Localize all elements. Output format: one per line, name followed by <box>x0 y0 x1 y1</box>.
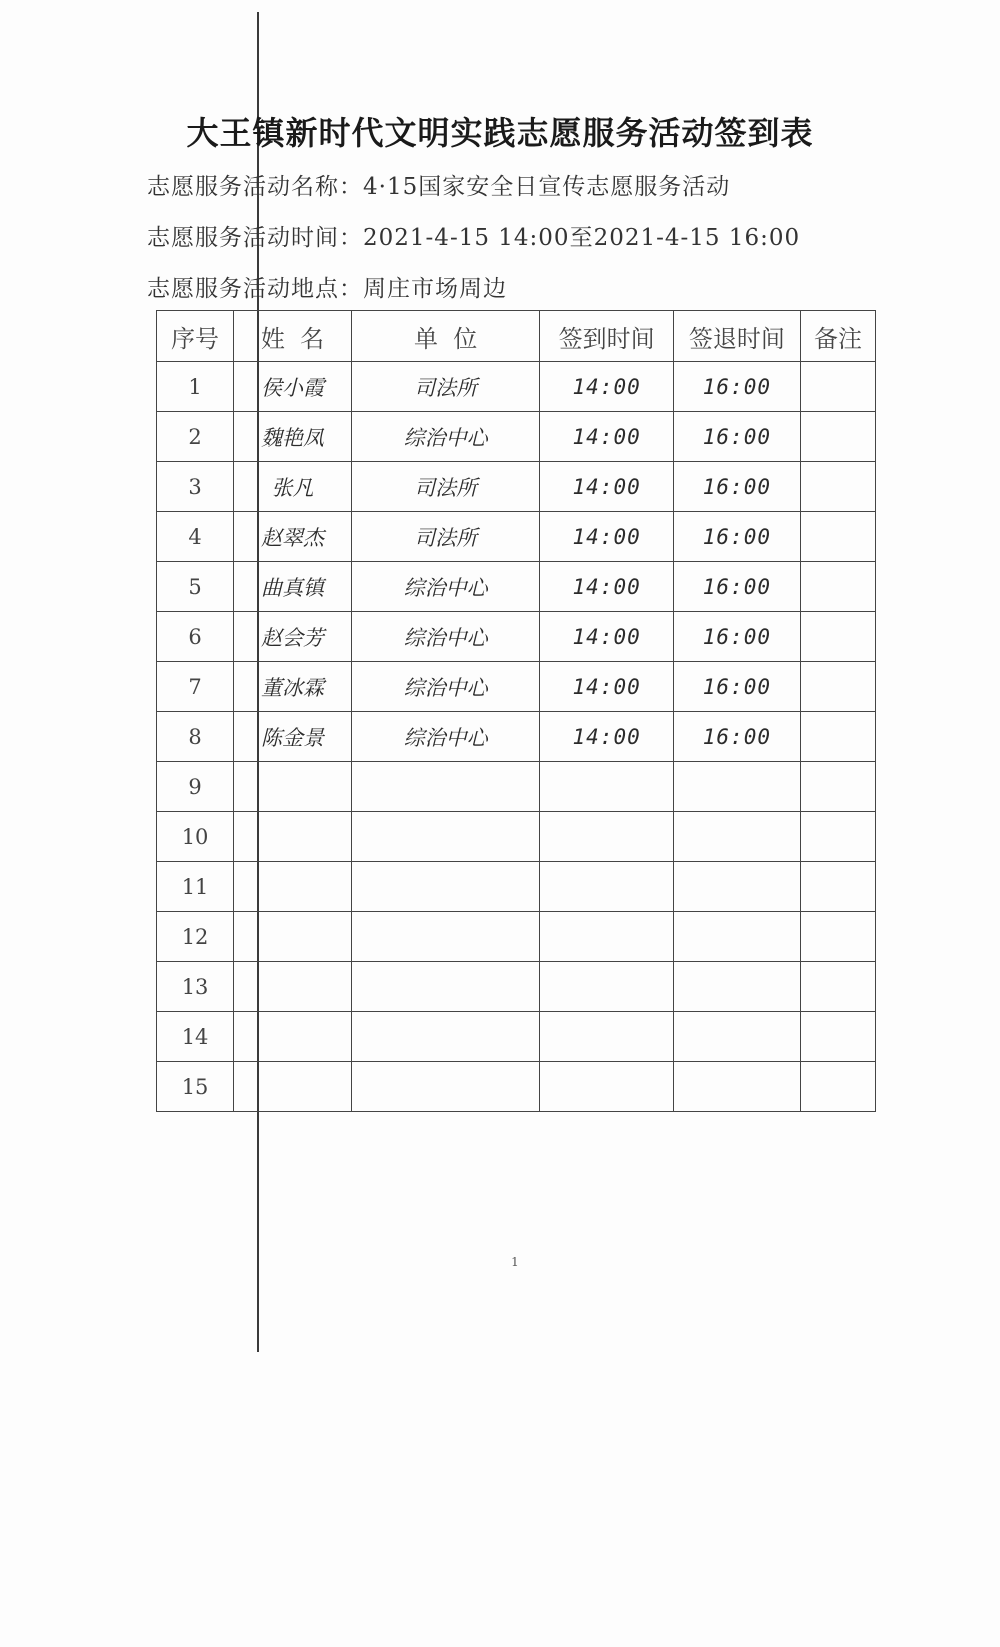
row-name-cell <box>234 812 352 862</box>
row-unit-cell: 综治中心 <box>351 612 540 662</box>
row-sign-in-cell <box>540 1062 673 1112</box>
row-unit-cell <box>351 762 540 812</box>
table-header-row <box>157 311 876 362</box>
row-sign-out-cell: 16:00 <box>673 362 800 412</box>
table-row <box>157 362 876 412</box>
row-name-cell <box>234 862 352 912</box>
row-note-cell <box>800 962 875 1012</box>
row-unit-cell <box>351 862 540 912</box>
document-title: 大王镇新时代文明实践志愿服务活动签到表 <box>186 114 814 152</box>
row-sign-out-cell <box>673 1062 800 1112</box>
row-seq-cell: 15 <box>157 1062 234 1112</box>
table-row <box>157 962 876 1012</box>
table-row <box>157 662 876 712</box>
table-row <box>157 1062 876 1112</box>
row-name-cell: 张凡 <box>234 462 352 512</box>
row-unit-cell: 综治中心 <box>351 412 540 462</box>
activity-name-value: 4·15国家安全日宣传志愿服务活动 <box>363 174 731 200</box>
row-name-cell: 曲真镇 <box>234 562 352 612</box>
row-seq-cell: 8 <box>157 712 234 762</box>
table-row <box>157 1012 876 1062</box>
row-sign-out-cell <box>673 862 800 912</box>
row-seq-cell: 2 <box>157 412 234 462</box>
header-note: 备注 <box>800 311 875 362</box>
row-seq-cell: 10 <box>157 812 234 862</box>
row-name-cell: 魏艳凤 <box>234 412 352 462</box>
header-name: 姓 名 <box>234 311 352 362</box>
row-name-cell: 赵会芳 <box>234 612 352 662</box>
row-note-cell <box>800 1062 875 1112</box>
row-name-cell: 董冰霖 <box>234 662 352 712</box>
row-unit-cell: 综治中心 <box>351 662 540 712</box>
activity-name-line <box>147 168 730 201</box>
row-sign-in-cell <box>540 962 673 1012</box>
row-sign-out-cell: 16:00 <box>673 662 800 712</box>
page-number: 1 <box>511 1255 519 1269</box>
row-note-cell <box>800 912 875 962</box>
sign-in-table <box>156 310 876 1112</box>
activity-location-label: 志愿服务活动地点： <box>147 276 363 302</box>
row-seq-cell: 1 <box>157 362 234 412</box>
row-seq-cell: 6 <box>157 612 234 662</box>
row-seq-cell: 4 <box>157 512 234 562</box>
table-row <box>157 712 876 762</box>
row-sign-out-cell: 16:00 <box>673 512 800 562</box>
row-sign-in-cell: 14:00 <box>540 412 673 462</box>
row-note-cell <box>800 562 875 612</box>
row-sign-in-cell <box>540 812 673 862</box>
activity-location-value: 周庄市场周边 <box>363 276 507 302</box>
row-note-cell <box>800 512 875 562</box>
activity-time-label: 志愿服务活动时间： <box>147 225 363 251</box>
row-note-cell <box>800 762 875 812</box>
row-note-cell <box>800 712 875 762</box>
table-row <box>157 462 876 512</box>
activity-time-value: 2021-4-15 14:00至2021-4-15 16:00 <box>363 225 801 251</box>
row-note-cell <box>800 362 875 412</box>
header-sign-in-time: 签到时间 <box>540 311 673 362</box>
row-sign-in-cell: 14:00 <box>540 512 673 562</box>
row-sign-out-cell: 16:00 <box>673 562 800 612</box>
header-sign-out-time: 签退时间 <box>673 311 800 362</box>
row-seq-cell: 12 <box>157 912 234 962</box>
row-note-cell <box>800 1012 875 1062</box>
row-name-cell <box>234 912 352 962</box>
row-sign-out-cell <box>673 762 800 812</box>
row-name-cell <box>234 762 352 812</box>
row-unit-cell: 综治中心 <box>351 562 540 612</box>
row-seq-cell: 11 <box>157 862 234 912</box>
activity-location-line <box>147 270 507 303</box>
row-sign-in-cell: 14:00 <box>540 612 673 662</box>
row-unit-cell: 司法所 <box>351 362 540 412</box>
row-note-cell <box>800 812 875 862</box>
table-row <box>157 412 876 462</box>
row-name-cell: 侯小霞 <box>234 362 352 412</box>
row-name-cell: 赵翠杰 <box>234 512 352 562</box>
row-sign-out-cell <box>673 962 800 1012</box>
row-unit-cell: 综治中心 <box>351 712 540 762</box>
row-seq-cell: 13 <box>157 962 234 1012</box>
table-row <box>157 512 876 562</box>
header-unit: 单 位 <box>351 311 540 362</box>
row-seq-cell: 3 <box>157 462 234 512</box>
row-sign-out-cell <box>673 812 800 862</box>
row-unit-cell <box>351 962 540 1012</box>
row-unit-cell <box>351 812 540 862</box>
table-row <box>157 862 876 912</box>
table-row <box>157 812 876 862</box>
row-sign-in-cell: 14:00 <box>540 712 673 762</box>
row-sign-in-cell: 14:00 <box>540 362 673 412</box>
row-sign-in-cell <box>540 862 673 912</box>
row-unit-cell: 司法所 <box>351 462 540 512</box>
row-name-cell <box>234 1062 352 1112</box>
activity-time-line <box>147 219 800 252</box>
row-seq-cell: 14 <box>157 1012 234 1062</box>
row-seq-cell: 9 <box>157 762 234 812</box>
table-row <box>157 762 876 812</box>
row-sign-out-cell <box>673 912 800 962</box>
table-row <box>157 562 876 612</box>
row-note-cell <box>800 862 875 912</box>
row-sign-out-cell: 16:00 <box>673 462 800 512</box>
row-unit-cell <box>351 912 540 962</box>
row-sign-out-cell: 16:00 <box>673 412 800 462</box>
row-sign-out-cell <box>673 1012 800 1062</box>
row-sign-in-cell <box>540 912 673 962</box>
table-row <box>157 612 876 662</box>
row-sign-in-cell: 14:00 <box>540 462 673 512</box>
row-seq-cell: 7 <box>157 662 234 712</box>
row-note-cell <box>800 662 875 712</box>
row-name-cell <box>234 1012 352 1062</box>
row-sign-out-cell: 16:00 <box>673 612 800 662</box>
row-sign-in-cell: 14:00 <box>540 562 673 612</box>
row-sign-in-cell: 14:00 <box>540 662 673 712</box>
table-row <box>157 912 876 962</box>
row-unit-cell <box>351 1012 540 1062</box>
header-seq: 序号 <box>157 311 234 362</box>
row-unit-cell: 司法所 <box>351 512 540 562</box>
row-note-cell <box>800 412 875 462</box>
row-name-cell: 陈金景 <box>234 712 352 762</box>
row-sign-out-cell: 16:00 <box>673 712 800 762</box>
row-sign-in-cell <box>540 762 673 812</box>
row-seq-cell: 5 <box>157 562 234 612</box>
row-note-cell <box>800 462 875 512</box>
row-name-cell <box>234 962 352 1012</box>
activity-name-label: 志愿服务活动名称： <box>147 174 363 200</box>
row-sign-in-cell <box>540 1012 673 1062</box>
row-note-cell <box>800 612 875 662</box>
row-unit-cell <box>351 1062 540 1112</box>
